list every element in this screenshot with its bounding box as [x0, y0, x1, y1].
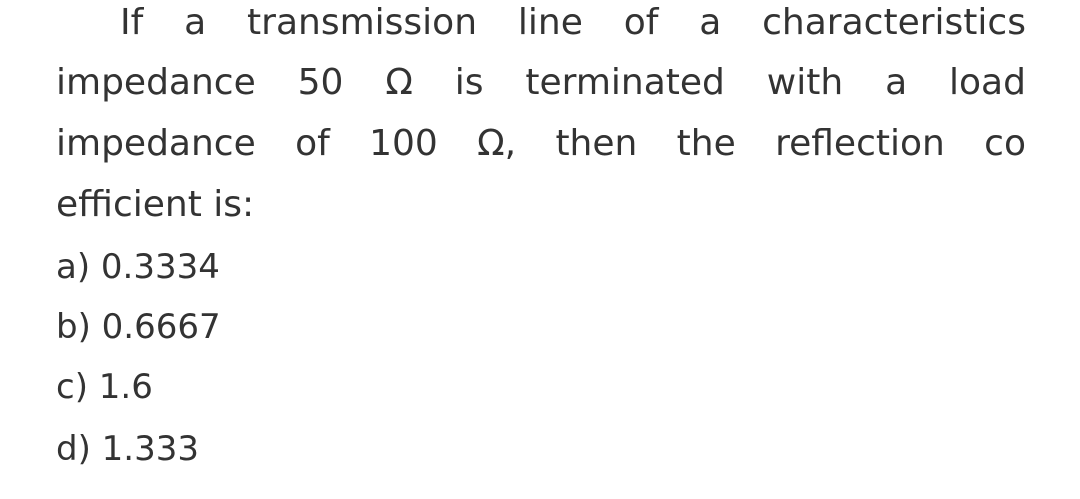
question-line-3 — [56, 122, 1026, 166]
question-word: reflection — [775, 123, 945, 164]
option-b[interactable]: b) 0.6667 — [56, 307, 221, 347]
question-word: characteristics — [762, 2, 1026, 43]
question-word: line — [517, 2, 583, 43]
question-word: 50 — [297, 62, 344, 103]
question-line-4: efficient is: — [56, 184, 255, 225]
question-word: Ω, — [477, 123, 517, 164]
question-word: with — [766, 62, 844, 103]
question-word: terminated — [525, 62, 725, 103]
question-word: the — [676, 123, 736, 164]
question-word: transmission — [247, 2, 478, 43]
question-word: a — [885, 62, 908, 103]
option-a[interactable]: a) 0.3334 — [56, 247, 220, 287]
question-word: co — [984, 123, 1026, 164]
question-word: 100 — [369, 123, 438, 164]
question-word: load — [949, 62, 1026, 103]
question-word: If — [120, 2, 144, 43]
question-word: impedance — [56, 62, 256, 103]
question-line-1 — [120, 1, 1026, 45]
question-word: Ω — [385, 62, 413, 103]
question-word: a — [699, 2, 722, 43]
option-c[interactable]: c) 1.6 — [56, 367, 153, 407]
question-word: a — [184, 2, 207, 43]
question-word: is — [454, 62, 484, 103]
question-line-2 — [56, 61, 1026, 105]
option-d[interactable]: d) 1.333 — [56, 429, 199, 469]
question-word: impedance — [56, 123, 256, 164]
question-word: of — [623, 2, 659, 43]
question-word: then — [555, 123, 638, 164]
question-word: of — [295, 123, 330, 164]
